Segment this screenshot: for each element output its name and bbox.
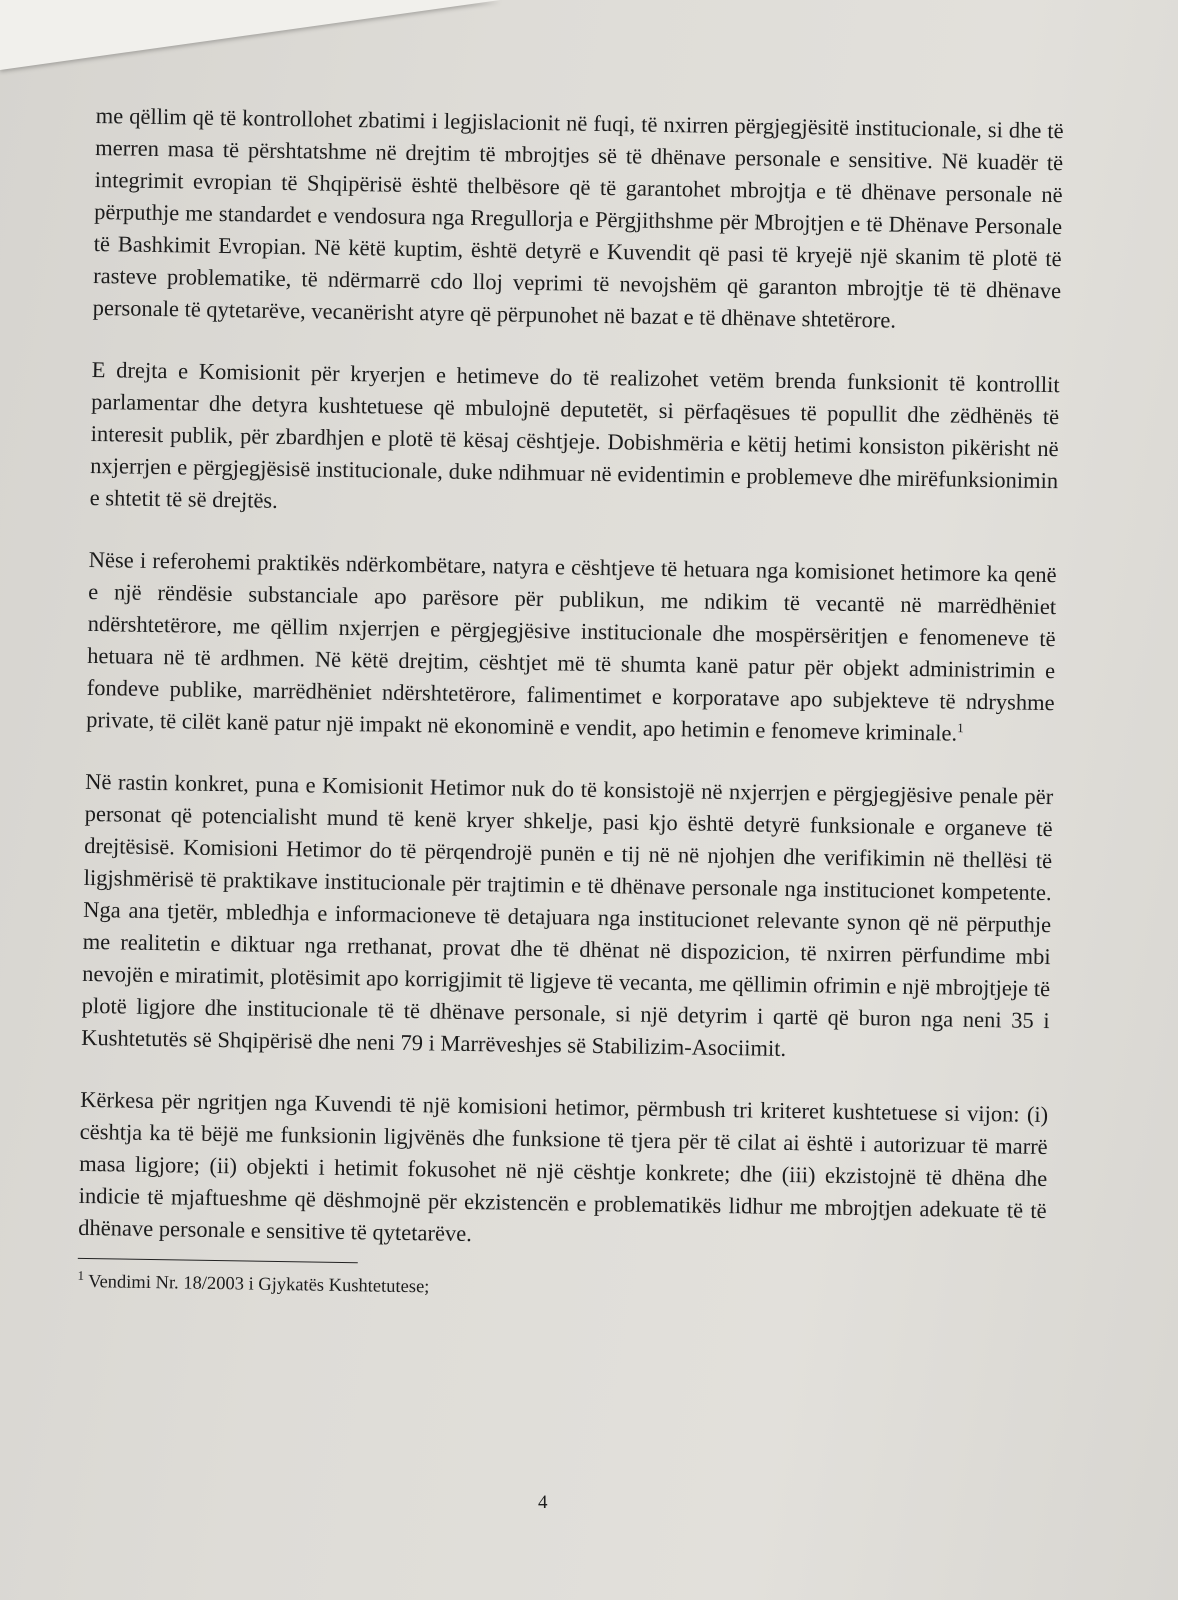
- paragraph-1: me qëllim që të kontrollohet zbatimi i legjislacionit në fuqi, të nxirren përgjegjësitë institucionale, si dhe të merren masa të përshtatshme në drejtim të mbrojtjes së të dhënave personale e sensitive. Në kuadër të integrimit evropian të Shqipërisë është thelbësore që të garantohet mbrojtja e të dhënave personale në përputhje me standardet e vendosura nga Rregullorja e Përgjithshme për Mbrojtjen e të Dhënave Personale të Bashkimit Evropian. Në këtë kuptim, është detyrë e Kuvendit që pasi të kryejë një skanim të plotë të rasteve problematike, të ndërmarrë cdo lloj veprimi të nevojshëm që garanton mbrojtje të të dhënave personale të qytetarëve, vecanërisht atyre që përpunohet në bazat e të dhënave shtetërore.: [92, 102, 1064, 333]
- folded-corner: [0, 0, 500, 70]
- footnote-text: Vendimi Nr. 18/2003 i Gjykatës Kushtetutese;: [88, 1272, 430, 1298]
- page-number: 4: [538, 1492, 548, 1513]
- footnote: [77, 1269, 1045, 1310]
- footnote-marker: 1: [77, 1267, 85, 1283]
- paragraph-5: Kërkesa për ngritjen nga Kuvendi të një komisioni hetimor, përmbush tri kriteret kushtetuese si vijon: (i) cështja ka të bëjë me funksionin ligjvënës dhe funksione të tjera për të cilat ai është i autorizuar të marrë masa ligjore; (ii) objekti i hetimit fokusohet në një cështje konkrete; dhe (iii) ekzistojnë të dhëna dhe indicie të mjaftueshme që dëshmojnë për ekzistencën e problematikës lidhur me mbrojtjen adekuate të të dhënave personale e sensitive të qytetarëve.: [78, 1086, 1049, 1247]
- paragraph-2: E drejta e Komisionit për kryerjen e hetimeve do të realizohet vetëm brenda funksionit të kontrollit parlamentar dhe detyra kushtetuese që mbulojnë deputetët, si përfaqësues të popullit dhe zëdhënës të interesit publik, për zbardhjen e plotë të kësaj cështjeje. Dobishmëria e këtij hetimi konsiston pikërisht në nxjerrjen e përgjegjësisë institucionale, duke ndihmuar në evidentimin e problemeve dhe mirëfunksionimin e shtetit të së drejtës.: [89, 356, 1060, 513]
- paragraph-4: Në rastin konkret, puna e Komisionit Hetimor nuk do të konsistojë në nxjerrjen e përgjegjësive penale për personat që potencialisht mund të kenë kryer shkelje, pasi kjo është detyrë funksionale e organeve të drejtësisë. Komisioni Hetimor do të përqendrojë punën e tij në në njohjen dhe verifikimin në thellësi të ligjshmërisë të praktikave institucionale për trajtimin e të dhënave personale nga institucionet kompetente. Nga ana tjetër, mbledhja e informacioneve të detajuara nga institucionet relevante synon që në përputhje me realitetin e diktuar nga rrethanat, provat dhe të dhënat në dispozicion, të nxirren përfundime mbi nevojën e miratimit, plotësimit apo korrigjimit të ligjeve të vecanta, me qëllimin ofrimin e një mbrojtjeje të plotë ligjore dhe institucionale të të dhënave personale, si një detyrim i qartë që buron nga neni 35 i Kushtetutës së Shqipërisë dhe neni 79 i Marrëveshjes së Stabilizim-Asociimit.: [81, 768, 1054, 1061]
- paragraph-3: [86, 544, 1057, 751]
- footnote-reference: 1: [957, 720, 964, 736]
- page-content: [77, 100, 1064, 1310]
- paragraph-3-text: Nëse i referohemi praktikës ndërkombëtare, natyra e cështjeve të hetuara nga komisionet hetimore ka qenë e një rëndësie substanciale apo parësore për publikun, me ndikim të vecantë në marrëdhëniet ndërshtetërore, me qëllim nxjerrjen e përgjegjësive institucionale dhe mospërsëritjen e fenomeneve të hetuara në të ardhmen. Në këtë drejtim, cështjet më të shumta kanë patur për objekt administrimin e fondeve publike, marrëdhëniet ndërshtetërore, falimentimet e korporatave apo subjekteve të ndryshme private, të cilët kanë patur një impakt në ekonominë e vendit, apo hetimin e fenomeve kriminale.: [86, 546, 1057, 746]
- footnote-separator: [78, 1258, 358, 1263]
